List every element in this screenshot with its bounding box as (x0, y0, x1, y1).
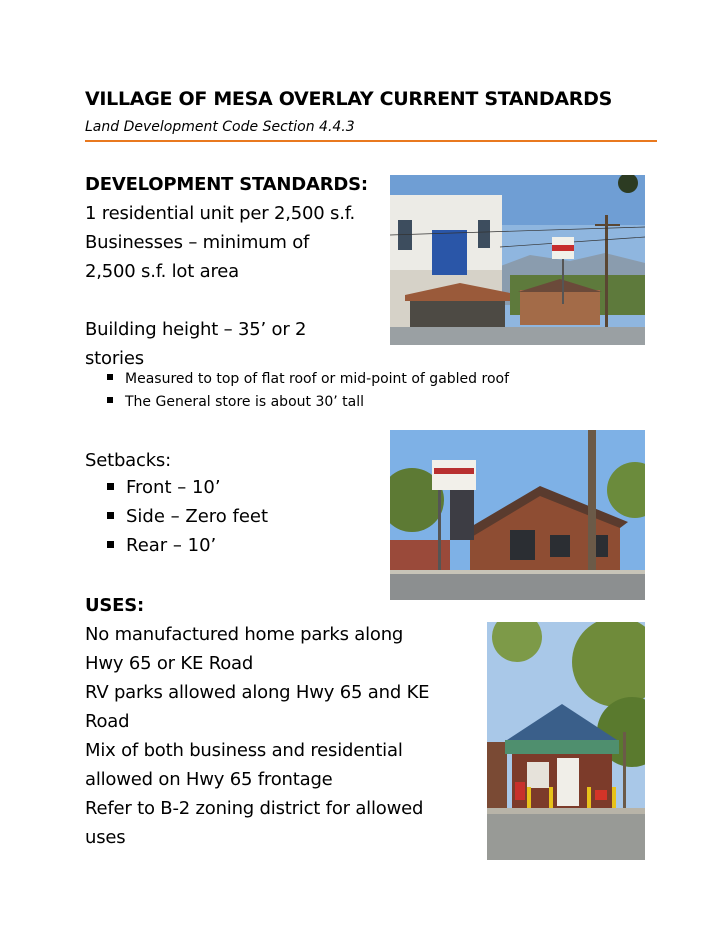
bullet-item: The General store is about 30’ tall (107, 394, 364, 410)
page-subtitle: Land Development Code Section 4.4.3 (85, 119, 355, 135)
uses-heading: USES: (85, 595, 145, 616)
mesa-mall-photo (390, 430, 645, 600)
square-bullet-icon (107, 541, 114, 548)
height-line-cont: stories (85, 348, 144, 369)
uses-line: RV parks allowed along Hwy 65 and KE (85, 682, 430, 703)
uses-line: Hwy 65 or KE Road (85, 653, 254, 674)
general-store-photo (390, 175, 645, 345)
general-store-photo-image (390, 175, 645, 345)
page-title: VILLAGE OF MESA OVERLAY CURRENT STANDARDS (85, 88, 612, 110)
business-line: Businesses – minimum of (85, 232, 310, 253)
mesa-mall-photo-image (390, 430, 645, 600)
development-heading: DEVELOPMENT STANDARDS: (85, 174, 368, 195)
cafe-photo (487, 622, 645, 860)
setback-item-side: Side – Zero feet (107, 506, 268, 527)
setback-item-rear: Rear – 10’ (107, 535, 216, 556)
uses-line: Refer to B-2 zoning district for allowed (85, 798, 424, 819)
uses-line: Mix of both business and residential (85, 740, 403, 761)
uses-line: uses (85, 827, 126, 848)
uses-line: allowed on Hwy 65 frontage (85, 769, 333, 790)
setbacks-heading: Setbacks: (85, 450, 171, 471)
bullet-item: Measured to top of flat roof or mid-point of gabled roof (107, 371, 509, 387)
square-bullet-icon (107, 512, 114, 519)
setback-item-front: Front – 10’ (107, 477, 221, 498)
height-line: Building height – 35’ or 2 (85, 319, 307, 340)
orange-divider (85, 140, 657, 142)
square-bullet-icon (107, 483, 114, 490)
lot-area-line: 2,500 s.f. lot area (85, 261, 239, 282)
cafe-photo-image (487, 622, 645, 860)
square-bullet-icon (107, 397, 113, 403)
density-line: 1 residential unit per 2,500 s.f. (85, 203, 356, 224)
square-bullet-icon (107, 374, 113, 380)
uses-line: Road (85, 711, 130, 732)
uses-line: No manufactured home parks along (85, 624, 404, 645)
